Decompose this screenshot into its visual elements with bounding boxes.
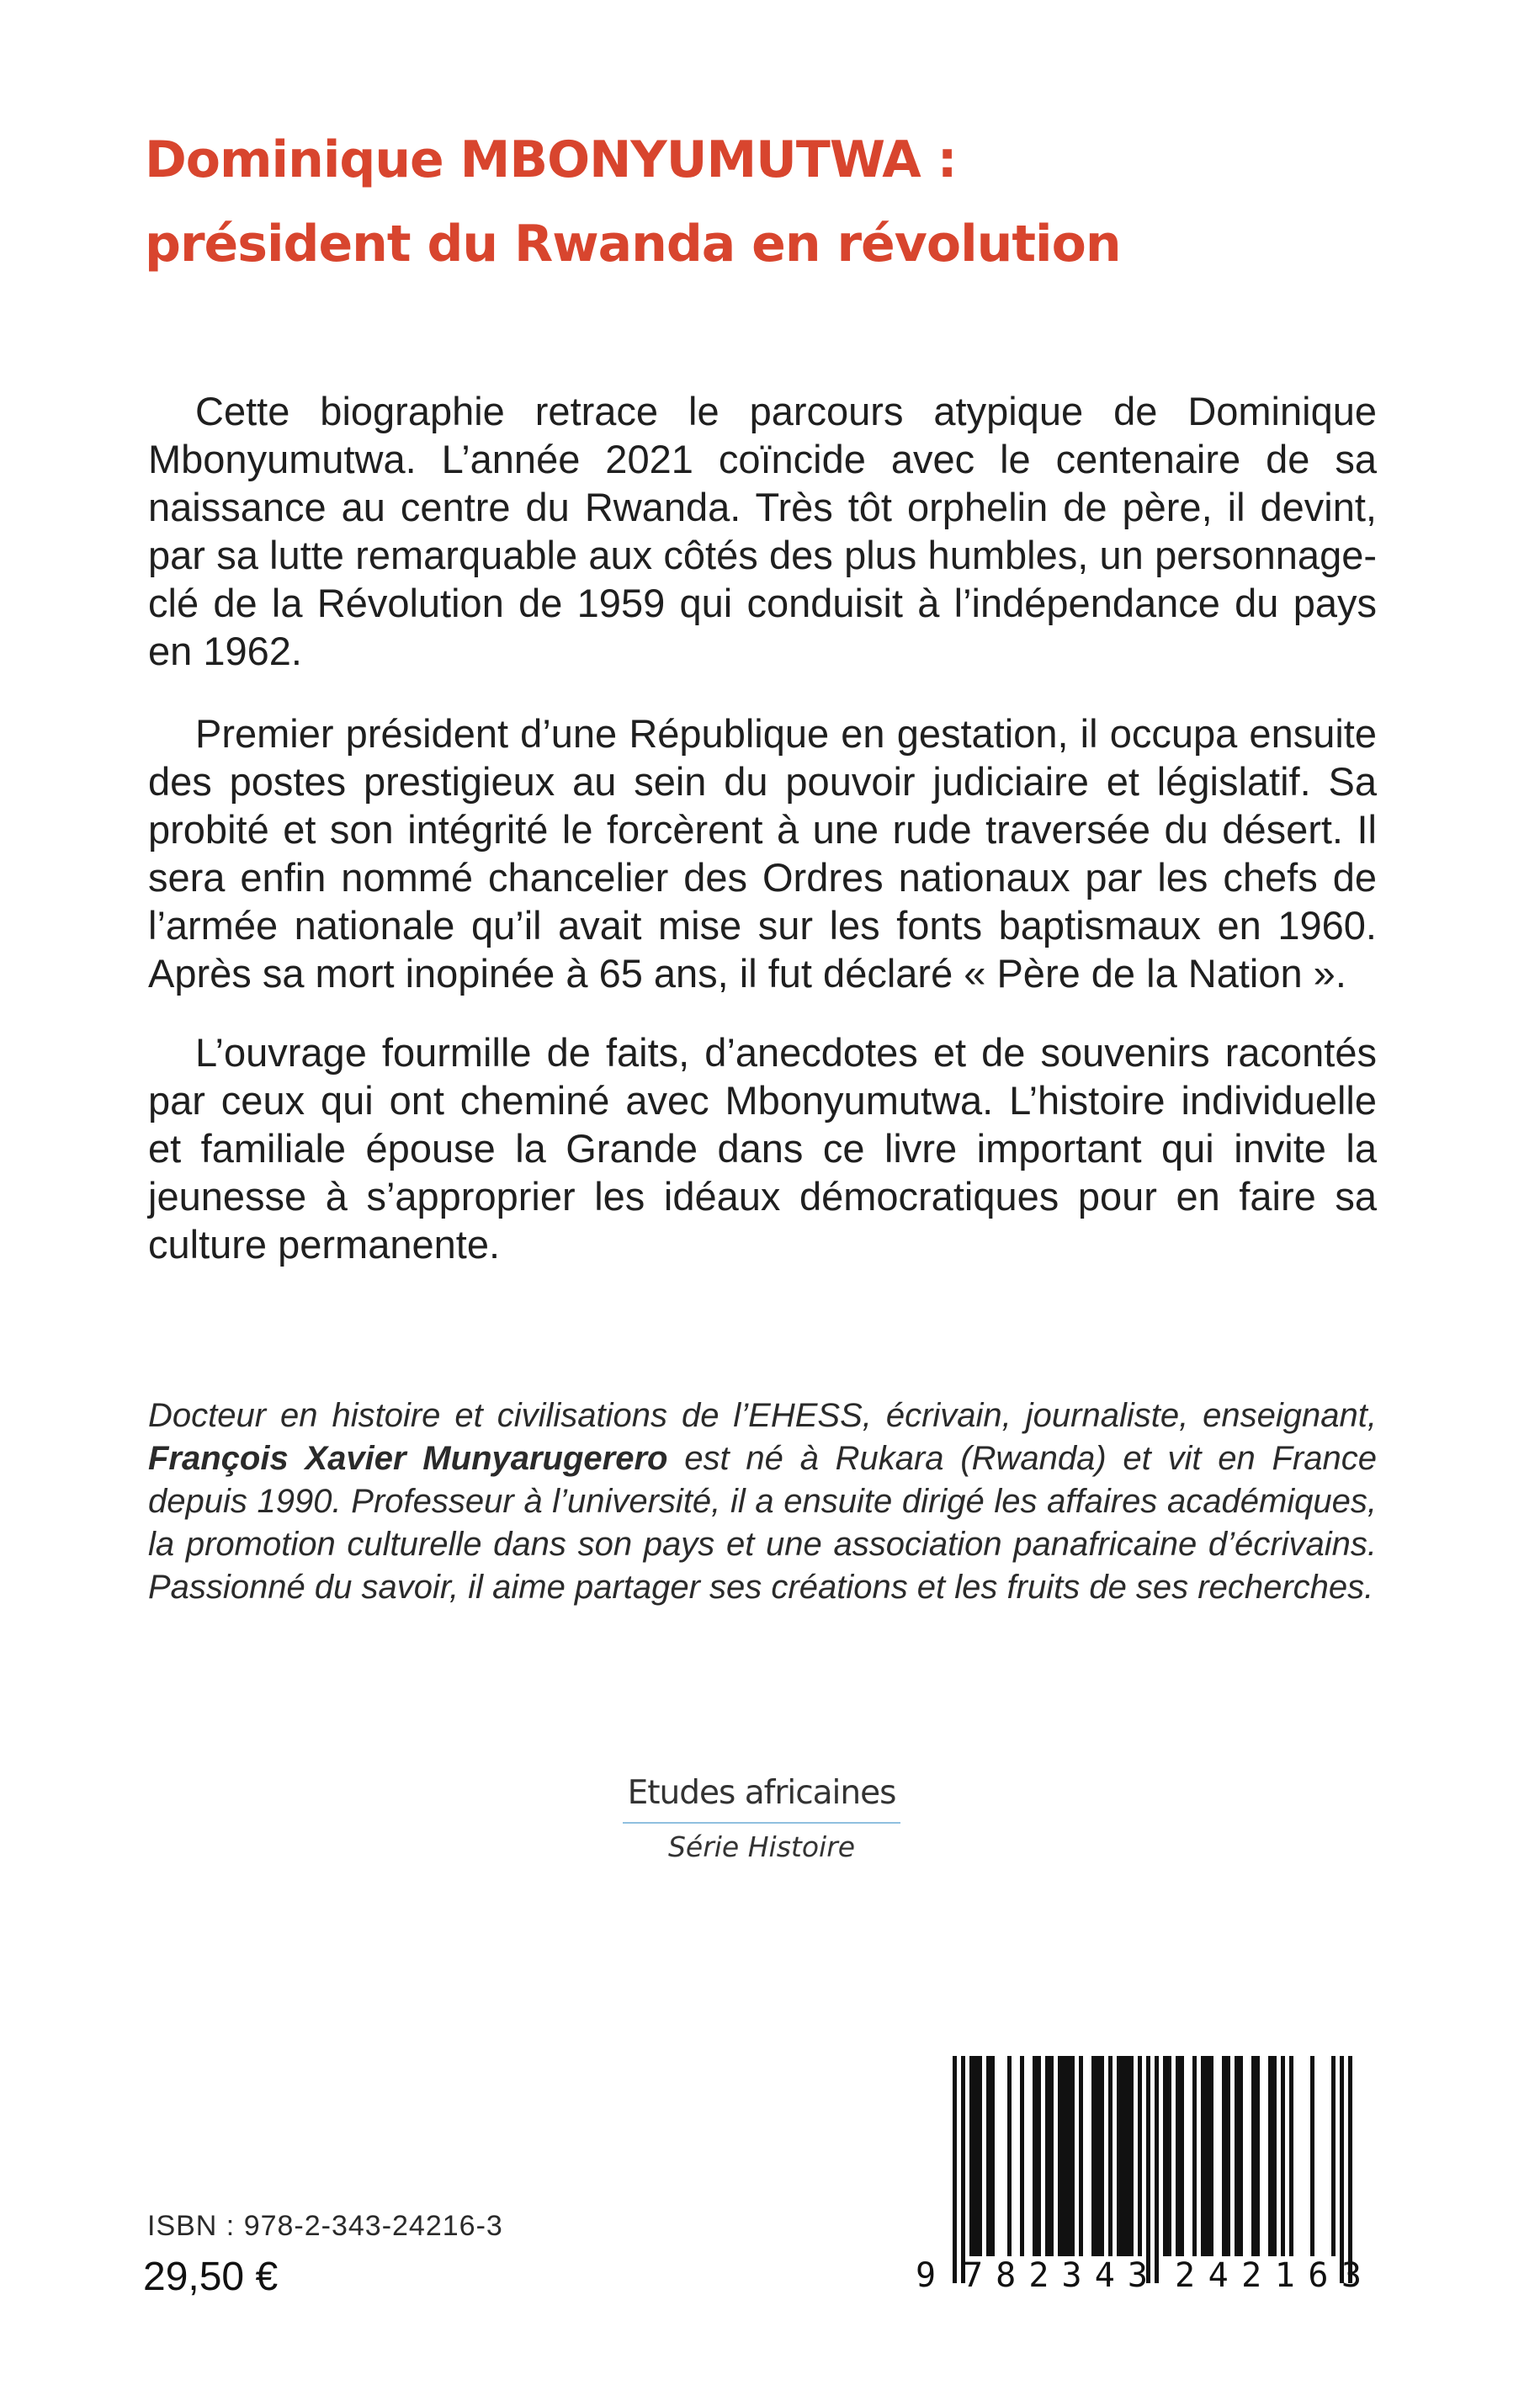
barcode-bar xyxy=(969,2056,974,2256)
barcode-bar xyxy=(1272,2056,1277,2256)
barcode-bar xyxy=(1045,2056,1049,2256)
barcode-bar xyxy=(1331,2056,1336,2256)
book-title xyxy=(145,118,1407,286)
barcode-bar xyxy=(1058,2056,1062,2256)
author-bio xyxy=(148,1394,1377,1609)
barcode-bar xyxy=(1235,2056,1239,2256)
isbn-label: ISBN : 978-2-343-24216-3 xyxy=(147,2210,503,2242)
barcode-bar xyxy=(974,2056,978,2256)
barcode-right-digits: 242163 xyxy=(1175,2256,1362,2293)
barcode-bar xyxy=(1209,2056,1213,2256)
barcode-bar xyxy=(978,2056,982,2256)
barcode-bar xyxy=(1125,2056,1129,2256)
series-imprint xyxy=(619,1774,905,1863)
barcode-bar xyxy=(1192,2056,1197,2256)
author-bio-intro: Docteur en histoire et civilisations de l’EHESS, écrivain, journaliste, enseignant, xyxy=(148,1397,1377,1434)
barcode-bar xyxy=(1289,2056,1293,2256)
barcode-bar xyxy=(990,2056,995,2256)
barcode-bar xyxy=(1222,2056,1226,2256)
barcode-bar xyxy=(1062,2056,1066,2256)
title-line-2: président du Rwanda en révolution xyxy=(145,215,1121,274)
barcode-bar xyxy=(1033,2056,1037,2256)
barcode-bar xyxy=(1079,2056,1083,2256)
barcode-bar xyxy=(1146,2056,1150,2283)
series-subtitle: Série Histoire xyxy=(667,1830,856,1863)
barcode-bar xyxy=(986,2056,990,2256)
barcode-bar xyxy=(1138,2056,1142,2256)
barcode-bar xyxy=(1310,2056,1314,2256)
barcode-bar xyxy=(1091,2056,1096,2256)
barcode-bar xyxy=(1117,2056,1121,2256)
barcode-bar xyxy=(1108,2056,1113,2256)
barcode-bars xyxy=(953,2056,1352,2283)
barcode-bar xyxy=(1167,2056,1171,2256)
barcode-left-digits: 782343 xyxy=(963,2256,1148,2293)
ean-barcode xyxy=(909,2049,1397,2293)
barcode-bar xyxy=(1201,2056,1205,2256)
barcode-bar xyxy=(1049,2056,1054,2256)
summary-paragraph-2: Premier président d’une République en gestation, il occupa ensuite des postes prestigieux au sein du pouvoir judiciaire et législatif. Sa probité et son intégrité le forcèrent à une rude traversée du désert. Il sera enfin nommé chancelier des Ordres nationaux par les chefs de l’armée nationale qu’il avait mise sur les fonts baptismaux en 1960. Après sa mort inopinée à 65 ans, il fut déclaré « Père de la Nation ». xyxy=(148,711,1377,996)
barcode-bar xyxy=(1239,2056,1243,2256)
author-name: François Xavier Munyarugerero xyxy=(148,1440,668,1477)
barcode-bar xyxy=(1281,2056,1285,2256)
barcode-bar xyxy=(1256,2056,1260,2256)
barcode-first-digit: 9 xyxy=(916,2256,937,2293)
series-name: Etudes africaines xyxy=(627,1774,896,1812)
barcode-bar xyxy=(1268,2056,1272,2256)
barcode-bar xyxy=(1163,2056,1167,2256)
barcode-bar xyxy=(1007,2056,1012,2256)
price-label: 29,50 € xyxy=(143,2255,279,2299)
barcode-bar xyxy=(1066,2056,1070,2256)
summary-paragraph-1: Cette biographie retrace le parcours atypique de Dominique Mbonyumutwa. L’année 2021 coïncide avec le centenaire de sa naissance au centre du Rwanda. Très tôt orphelin de père, il devint, par sa lutte remarquable aux côtés des plus humbles, un personnage-clé de la Révolution de 1959 qui conduisit à l’indépendance du pays en 1962. xyxy=(148,389,1377,673)
series-divider xyxy=(623,1822,900,1824)
barcode-bar xyxy=(1155,2056,1159,2283)
barcode-bar xyxy=(1226,2056,1230,2256)
title-line-1: Dominique MBONYUMUTWA : xyxy=(145,130,957,189)
barcode-bar xyxy=(1180,2056,1184,2256)
barcode-bar xyxy=(1251,2056,1256,2256)
author-bio-rest: est né à Rukara (Rwanda) et vit en France depuis 1990. Professeur à l’université, il a ensuite dirigé les affaires académiques, la promotion culturelle dans son pays et une association panafricaine d’écrivains. Passionné du savoir, il aime partager ses créations et les fruits de ses recherches. xyxy=(148,1440,1377,1606)
barcode-bar xyxy=(953,2056,957,2283)
barcode-bar xyxy=(1096,2056,1100,2256)
barcode-bar xyxy=(1020,2056,1024,2256)
barcode-bar xyxy=(1129,2056,1134,2256)
barcode-bar xyxy=(1205,2056,1209,2256)
barcode-bar xyxy=(1100,2056,1104,2256)
barcode-bar xyxy=(1176,2056,1180,2256)
barcode-bar xyxy=(1348,2056,1352,2283)
summary-paragraph-3: L’ouvrage fourmille de faits, d’anecdotes et de souvenirs racontés par ceux qui ont cheminé avec Mbonyumutwa. L’histoire individuelle et familiale épouse la Grande dans ce livre important qui invite la jeunesse à s’approprier les idéaux démocratiques pour en faire sa culture permanente. xyxy=(148,1030,1377,1267)
barcode-bar xyxy=(1340,2056,1344,2283)
barcode-bar xyxy=(961,2056,965,2283)
barcode-bar xyxy=(1037,2056,1041,2256)
barcode-bar xyxy=(1121,2056,1125,2256)
barcode-bar xyxy=(1070,2056,1075,2256)
